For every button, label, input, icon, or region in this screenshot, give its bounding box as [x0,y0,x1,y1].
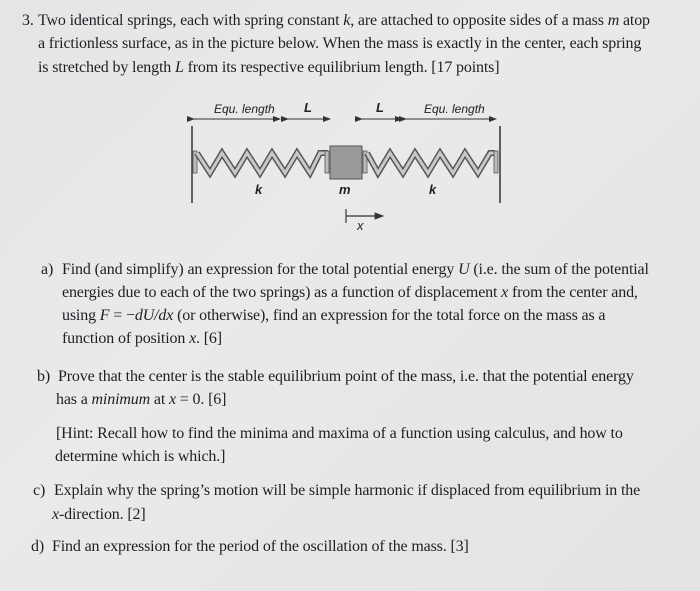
part-b-hint-line-1: [Hint: Recall how to find the minima and maxima of a function using calculus, and how to [56,425,623,442]
displacement-x-label: x [357,218,364,233]
part-a-line-4: function of position x. [6] [62,330,222,347]
right-equ-length-label: Equ. length [424,102,485,116]
left-equ-length-label: Equ. length [214,102,275,116]
part-a-line-3: using F = −dU/dx (or otherwise), find an expression for the total force on the mass as a [62,307,606,324]
spring-mass-diagram [180,95,520,240]
intro-line-1: Two identical springs, each with spring constant k, are attached to opposite sides of a mass m atop [38,12,650,29]
part-d-line-1: Find an expression for the period of the oscillation of the mass. [3] [52,538,469,555]
part-b-line-1: Prove that the center is the stable equilibrium point of the mass, i.e. that the potential energy [58,368,634,385]
part-b-marker: b) [37,368,51,385]
part-c-line-1: Explain why the spring’s motion will be simple harmonic if displaced from equilibrium in the [54,482,641,499]
spring-mass-figure [180,95,520,240]
part-a-marker: a) [41,261,54,278]
mass-block [330,146,362,179]
right-spring-k-label: k [429,182,437,197]
intro-line-2: a frictionless surface, as in the picture below. When the mass is exactly in the center, each spring [38,35,642,52]
left-spring-k-label: k [255,182,263,197]
intro-line-3: is stretched by length L from its respective equilibrium length. [17 points] [38,59,500,76]
part-c-line-2: x-direction. [2] [52,506,146,523]
part-b-line-2: has a minimum at x = 0. [6] [56,391,227,408]
part-a-line-1: Find (and simplify) an expression for the total potential energy U (i.e. the sum of the potential [62,261,649,278]
part-c-marker: c) [33,482,46,499]
mass-m-label: m [339,182,351,197]
left-L-label: L [304,100,312,115]
right-L-label: L [376,100,384,115]
part-b-hint-line-2: determine which is which.] [55,448,226,465]
part-d-marker: d) [31,538,45,555]
part-a-line-2: energies due to each of the two springs) as a function of displacement x from the center and, [62,284,638,301]
problem-number: 3. [22,12,34,29]
